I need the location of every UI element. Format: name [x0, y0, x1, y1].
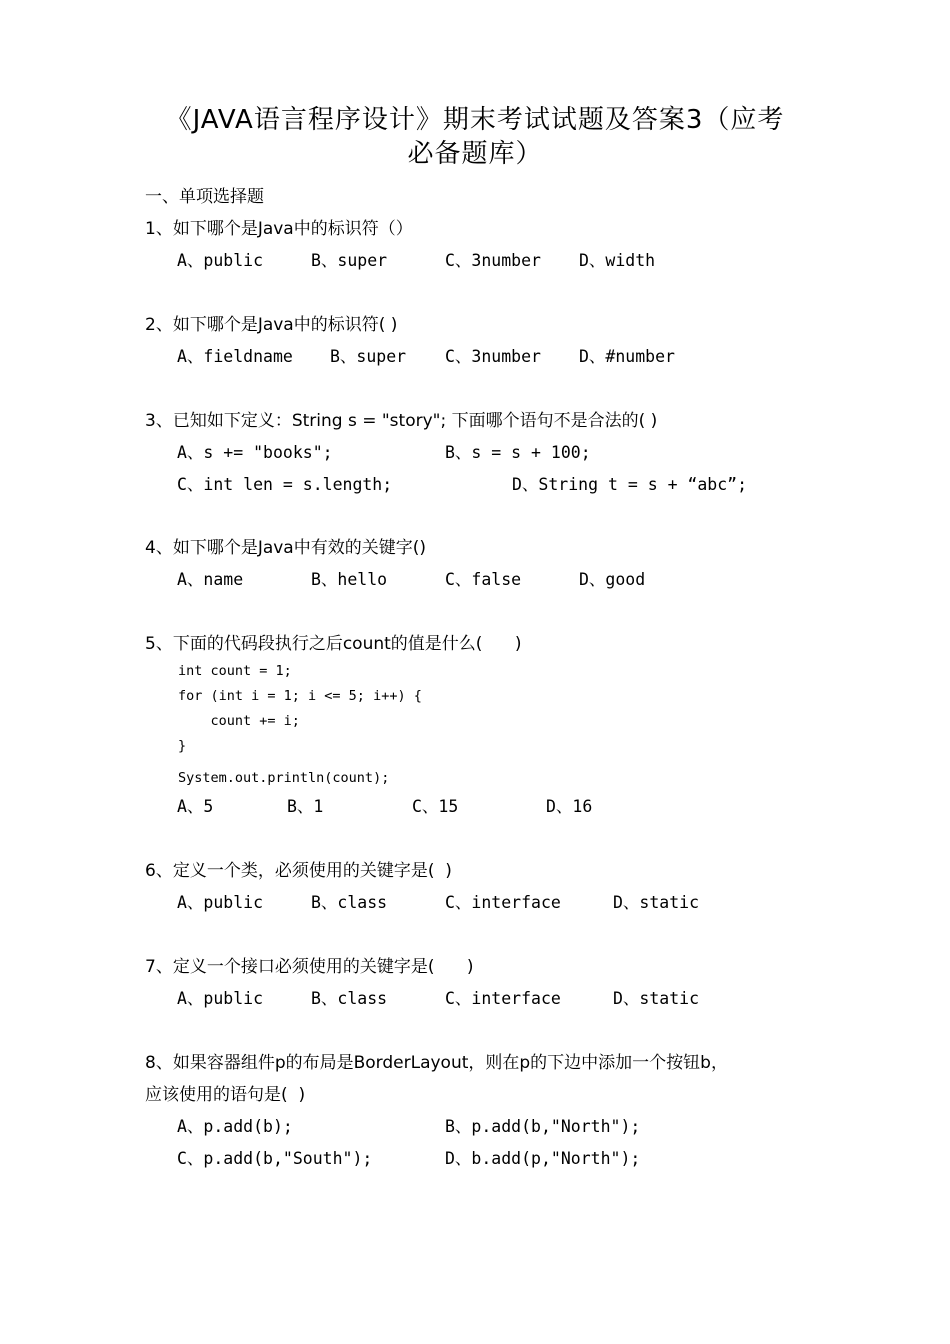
question-2-option-d: D、#number — [579, 347, 675, 366]
question-1-option-b: B、super — [311, 251, 388, 270]
question-5-option-c: C、15 — [412, 797, 459, 816]
code-line-5: System.out.println(count); — [178, 770, 390, 786]
section-heading: 一、单项选择题 — [145, 187, 264, 207]
question-8-option-a: A、p.add(b); — [177, 1117, 293, 1136]
question-5-option-a: A、5 — [177, 797, 214, 816]
question-6-option-d: D、static — [613, 893, 700, 912]
question-7-stem: 7、定义一个接口必须使用的关键字是( ) — [145, 957, 474, 977]
document-title-line-2: 必备题库） — [407, 139, 543, 169]
question-5-stem: 5、下面的代码段执行之后count的值是什么( ) — [145, 634, 522, 654]
document-title-line-1: 《JAVA语言程序设计》期末考试试题及答案3（应考 — [165, 105, 785, 135]
question-4-option-b: B、hello — [311, 570, 388, 589]
question-8-stem: 8、如果容器组件p的布局是BorderLayout，则在p的下边中添加一个按钮b， — [145, 1053, 728, 1073]
question-8-option-b: B、p.add(b,"North"); — [445, 1117, 641, 1136]
question-6-option-c: C、interface — [445, 893, 561, 912]
code-line-1: int count = 1; — [178, 663, 292, 679]
question-3-option-b: B、s = s + 100; — [445, 443, 591, 462]
question-3-option-d: D、String t = s + “abc”; — [512, 475, 748, 494]
question-3-stem: 3、已知如下定义：String s = "story"; 下面哪个语句不是合法的( ) — [145, 411, 658, 431]
question-6-option-b: B、class — [311, 893, 388, 912]
question-1-option-c: C、3number — [445, 251, 541, 270]
question-2-stem: 2、如下哪个是Java中的标识符( ) — [145, 315, 398, 335]
code-line-2: for (int i = 1; i <= 5; i++) { — [178, 688, 422, 704]
question-7-option-a: A、public — [177, 989, 264, 1008]
question-1-option-a: A、public — [177, 251, 264, 270]
code-line-3: count += i; — [178, 713, 300, 729]
question-2-option-b: B、super — [330, 347, 407, 366]
question-8-stem-continued: 应该使用的语句是( ) — [145, 1085, 306, 1105]
question-8-option-d: D、b.add(p,"North"); — [445, 1149, 641, 1168]
question-4-option-a: A、name — [177, 570, 244, 589]
question-2-option-c: C、3number — [445, 347, 541, 366]
question-5-option-b: B、1 — [287, 797, 324, 816]
question-2-option-a: A、fieldname — [177, 347, 293, 366]
question-1-option-d: D、width — [579, 251, 656, 270]
question-3-option-c: C、int len = s.length; — [177, 475, 393, 494]
question-4-option-c: C、false — [445, 570, 522, 589]
code-line-4: } — [178, 738, 187, 754]
question-4-option-d: D、good — [579, 570, 646, 589]
question-7-option-b: B、class — [311, 989, 388, 1008]
question-7-option-d: D、static — [613, 989, 700, 1008]
question-6-option-a: A、public — [177, 893, 264, 912]
question-8-option-c: C、p.add(b,"South"); — [177, 1149, 373, 1168]
question-7-option-c: C、interface — [445, 989, 561, 1008]
question-3-option-a: A、s += "books"; — [177, 443, 333, 462]
question-6-stem: 6、定义一个类，必须使用的关键字是( ) — [145, 861, 452, 881]
question-5-option-d: D、16 — [546, 797, 593, 816]
question-1-stem: 1、如下哪个是Java中的标识符（） — [145, 219, 413, 239]
question-4-stem: 4、如下哪个是Java中有效的关键字() — [145, 538, 426, 558]
